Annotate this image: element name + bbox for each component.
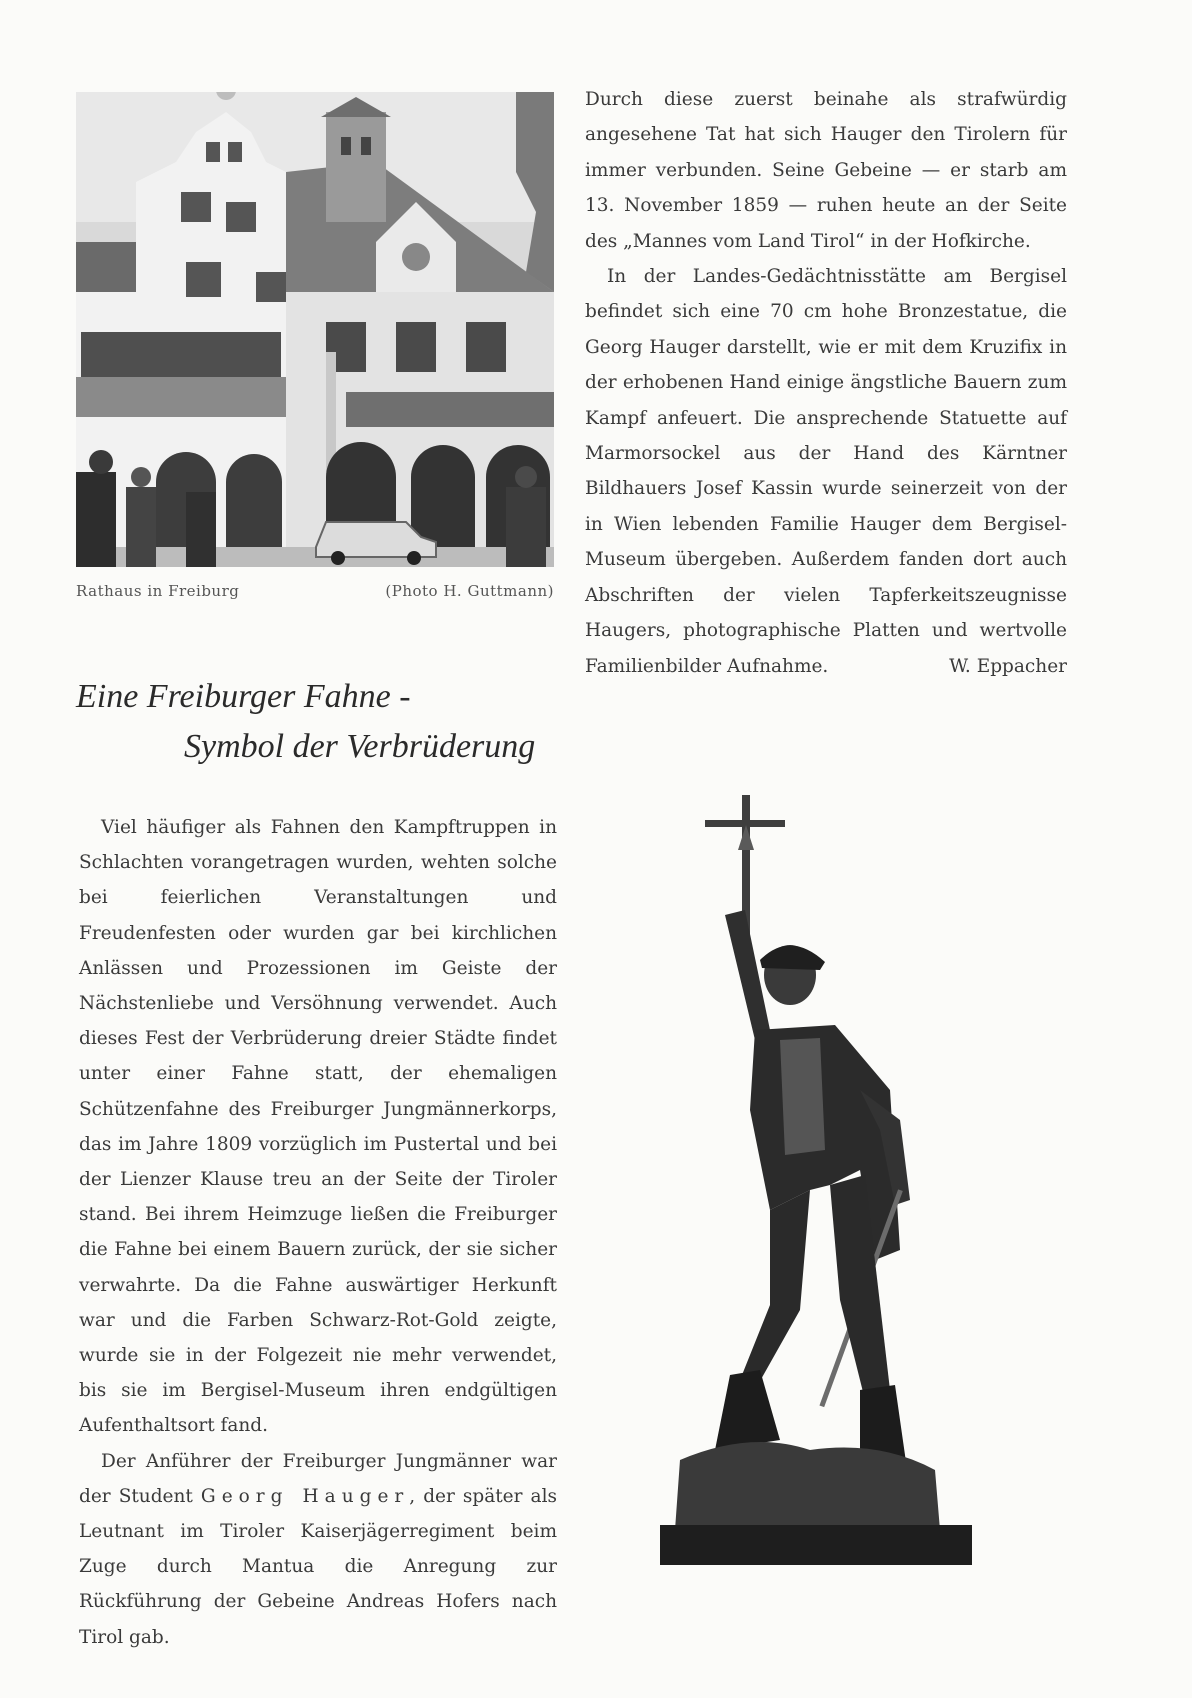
right-column-text xyxy=(585,82,1067,684)
paragraph xyxy=(585,259,1067,684)
paragraph-text: , der später als Leutnant im Tiroler Kaiserjägerregiment beim Zuge durch Mantua die Anregung zur Rückführung der Gebeine Andreas Hofers nach Tirol gab. xyxy=(79,1485,557,1648)
article-heading xyxy=(76,672,556,772)
left-column-text xyxy=(79,810,557,1655)
statue-illustration xyxy=(660,790,1010,1580)
heading-line-2: Symbol der Verbrüderung xyxy=(184,728,536,765)
author-signature: W. Eppacher xyxy=(949,655,1067,677)
paragraph: Viel häufiger als Fahnen den Kampftruppen in Schlachten vorangetragen wurden, wehten solche bei feierlichen Veranstaltungen und Freudenfesten oder wurden gar bei kirchlichen Anlässen und Prozessionen im Geiste der Nächstenliebe und Versöhnung verwendet. Auch dieses Fest der Verbrüderung dreier Städte findet unter einer Fahne statt, der ehemaligen Schützenfahne des Freiburger Jungmännerkorps, das im Jahre 1809 vorzüglich im Pustertal und bei der Lienzer Klause treu an der Seite der Tiroler stand. Bei ihrem Heimzuge ließen die Freiburger die Fahne bei einem Bauern zurück, der sie sicher verwahrte. Da die Fahne auswärtiger Herkunft war und die Farben Schwarz-Rot-Gold zeigte, wurde sie in der Folgezeit nie mehr verwendet, bis sie im Bergisel-Museum ihren endgültigen Aufenthaltsort fand. xyxy=(79,817,557,1437)
paragraph-text: Der Anführer der Freiburger Jungmänner war der Student xyxy=(79,1450,557,1507)
photo-caption: Rathaus in Freiburg xyxy=(76,582,240,600)
paragraph: Durch diese zuerst beinahe als strafwürdig angesehene Tat hat sich Hauger den Tirolern für immer verbunden. Seine Gebeine — er starb am 13. November 1859 — ruhen heute an der Seite des „Mannes vom Land Tirol“ in der Hofkirche. xyxy=(585,89,1067,252)
person-name: Georg Hauger xyxy=(200,1485,410,1507)
statue-photo xyxy=(660,790,1010,1580)
paragraph-text: In der Landes-Gedächtnisstätte am Bergisel befindet sich eine 70 cm hohe Bronzestatue, die Georg Hauger darstellt, wie er mit dem Kruzifix in der erhobenen Hand einige ängstliche Bauern zum Kampf anfeuert. Die ansprechende Statuette auf Marmorsockel aus der Hand des Kärntner Bildhauers Josef Kassin wurde seinerzeit von der in Wien lebenden Familie Hauger dem Bergisel-Museum übergeben. Außerdem fanden dort auch Abschriften der vielen Tapferkeitszeugnisse Haugers, photographische Platten und wertvolle Familienbilder Aufnahme. xyxy=(585,266,1067,677)
rathaus-photo xyxy=(76,92,554,567)
photo-credit: (Photo H. Guttmann) xyxy=(385,582,554,600)
paragraph xyxy=(79,1444,557,1655)
rathaus-illustration xyxy=(76,92,554,567)
heading-line-1: Eine Freiburger Fahne - xyxy=(76,678,411,715)
